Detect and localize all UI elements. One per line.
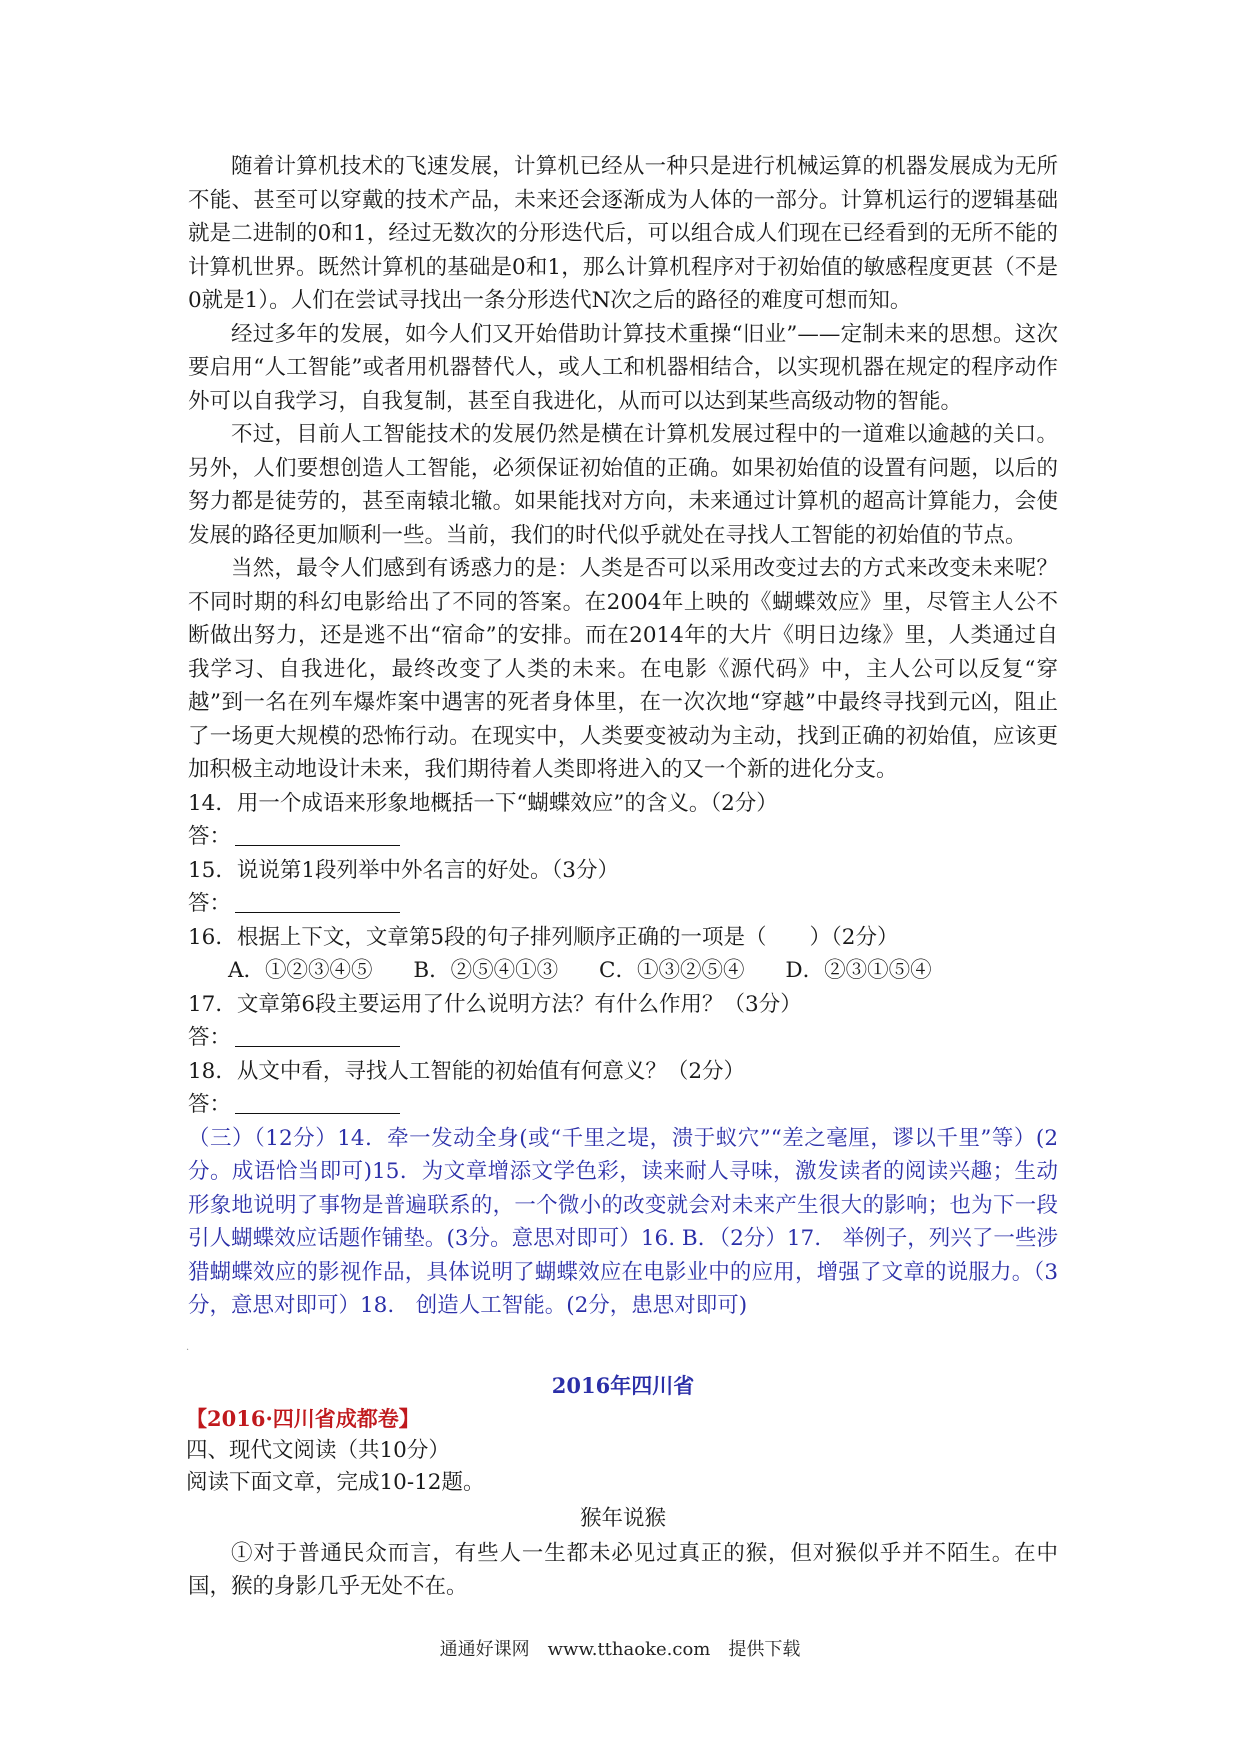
answer-blank	[235, 1024, 400, 1047]
question-18: 18．从文中看，寻找人工智能的初始值有何意义？（2分）	[188, 1058, 746, 1084]
answer-label: 答：	[188, 1092, 232, 1117]
question-16-options	[188, 954, 1058, 988]
question-14: 14．用一个成语来形象地概括一下“蝴蝶效应”的含义。（2分）	[188, 790, 778, 816]
paragraph-1: 随着计算机技术的飞速发展，计算机已经从一种只是进行机械运算的机器发展成为无所不能、甚至可以穿戴的技术产品，未来还会逐渐成为人体的一部分。计算机运行的逻辑基础就是二进制的0和1，经过无数次的分形迭代后，可以组合成人们现在已经看到的无所不能的计算机世界。既然计算机的基础是0和1，那么计算机程序对于初始值的敏感程度更甚（不是0就是1）。人们在尝试寻找出一条分形迭代N次之后的路径的难度可想而知。	[188, 154, 1058, 313]
answer-label: 答：	[188, 891, 232, 916]
question-17: 17．文章第6段主要运用了什么说明方法？有什么作用？（3分）	[188, 991, 802, 1017]
option-c: C．①③②⑤④	[599, 958, 745, 983]
answer-key: （三）（12分）14．牵一发动全身(或“千里之堤，溃于蚁穴”“差之毫厘，谬以千里”等）(2分。成语恰当即可)15．为文章增添文学色彩，读来耐人寻味，激发读者的阅读兴趣；生动形象地说明了事物是普遍联系的，一个微小的改变就会对未来产生很大的影响；也为下一段引人蝴蝶效应话题作铺垫。(3分。意思对即可）16. B．（2分）17. 举例子，列兴了一些涉猎蝴蝶效应的影视作品，具体说明了蝴蝶效应在电影业中的应用，增强了文章的说服力。（3分，意思对即可）18. 创造人工智能。(2分，患思对即可)	[188, 1125, 1058, 1318]
question-15: 15．说说第1段列举中外名言的好处。（3分）	[188, 857, 619, 883]
answer-line-14	[188, 820, 1058, 854]
part-heading: 四、现代文阅读（共10分）	[186, 1437, 450, 1463]
article-title: 猴年说猴	[579, 1505, 666, 1531]
answer-blank	[235, 890, 400, 913]
exam-heading: 【2016·四川省成都卷】	[186, 1405, 420, 1431]
answer-line-18	[188, 1088, 1058, 1122]
answer-blank	[235, 823, 400, 846]
answer-label: 答：	[188, 1025, 232, 1050]
option-d: D．②③①⑤④	[785, 958, 932, 983]
answer-blank	[235, 1091, 400, 1114]
option-a: A．①②③④⑤	[228, 958, 373, 983]
page-footer: 通通好课网 www.tthaoke.com 提供下载	[439, 1639, 801, 1660]
question-16: 16．根据上下文，文章第5段的句子排列顺序正确的一项是（ ）（2分）	[188, 924, 899, 950]
paragraph-4: 当然，最令人们感到有诱惑力的是：人类是否可以采用改变过去的方式来改变未来呢？不同时期的科幻电影给出了不同的答案。在2004年上映的《蝴蝶效应》里，尽管主人公不断做出努力，还是逃不出“宿命”的安排。而在2014年的大片《明日边缘》里，人类通过自我学习、自我进化，最终改变了人类的未来。在电影《源代码》中，主人公可以反复“穿越”到一名在列车爆炸案中遇害的死者身体里，在一次次地“穿越”中最终寻找到元凶，阻止了一场更大规模的恐怖行动。在现实中，人类要变被动为主动，找到正确的初始值，应该更加积极主动地设计未来，我们期待着人类即将进入的又一个新的进化分支。	[188, 556, 1058, 782]
paragraph-3: 不过，目前人工智能技术的发展仍然是横在计算机发展过程中的一道难以逾越的关口。另外，人们要想创造人工智能，必须保证初始值的正确。如果初始值的设置有问题，以后的努力都是徒劳的，甚至南辕北辙。如果能找对方向，未来通过计算机的超高计算能力，会使发展的路径更加顺利一些。当前，我们的时代似乎就处在寻找人工智能的初始值的节点。	[188, 422, 1058, 548]
page-content	[188, 150, 1058, 1604]
answer-line-15	[188, 887, 1058, 921]
answer-line-17	[188, 1021, 1058, 1055]
paragraph-2: 经过多年的发展，如今人们又开始借助计算技术重操“旧业”——定制未来的思想。这次要启用“人工智能”或者用机器替代人，或人工和机器相结合，以实现机器在规定的程序动作外可以自我学习，自我复制，甚至自我进化，从而可以达到某些高级动物的智能。	[188, 321, 1058, 414]
instruction-text: 阅读下面文章，完成10-12题。	[186, 1469, 485, 1495]
stray-dot: ·	[186, 1344, 190, 1356]
section-title: 2016年四川省	[551, 1372, 695, 1398]
article-paragraph-1: ①对于普通民众而言，有些人一生都未必见过真正的猴，但对猴似乎并不陌生。在中国，猴的身影几乎无处不在。	[188, 1540, 1058, 1599]
answer-label: 答：	[188, 824, 232, 849]
option-b: B．②⑤④①③	[413, 958, 559, 983]
